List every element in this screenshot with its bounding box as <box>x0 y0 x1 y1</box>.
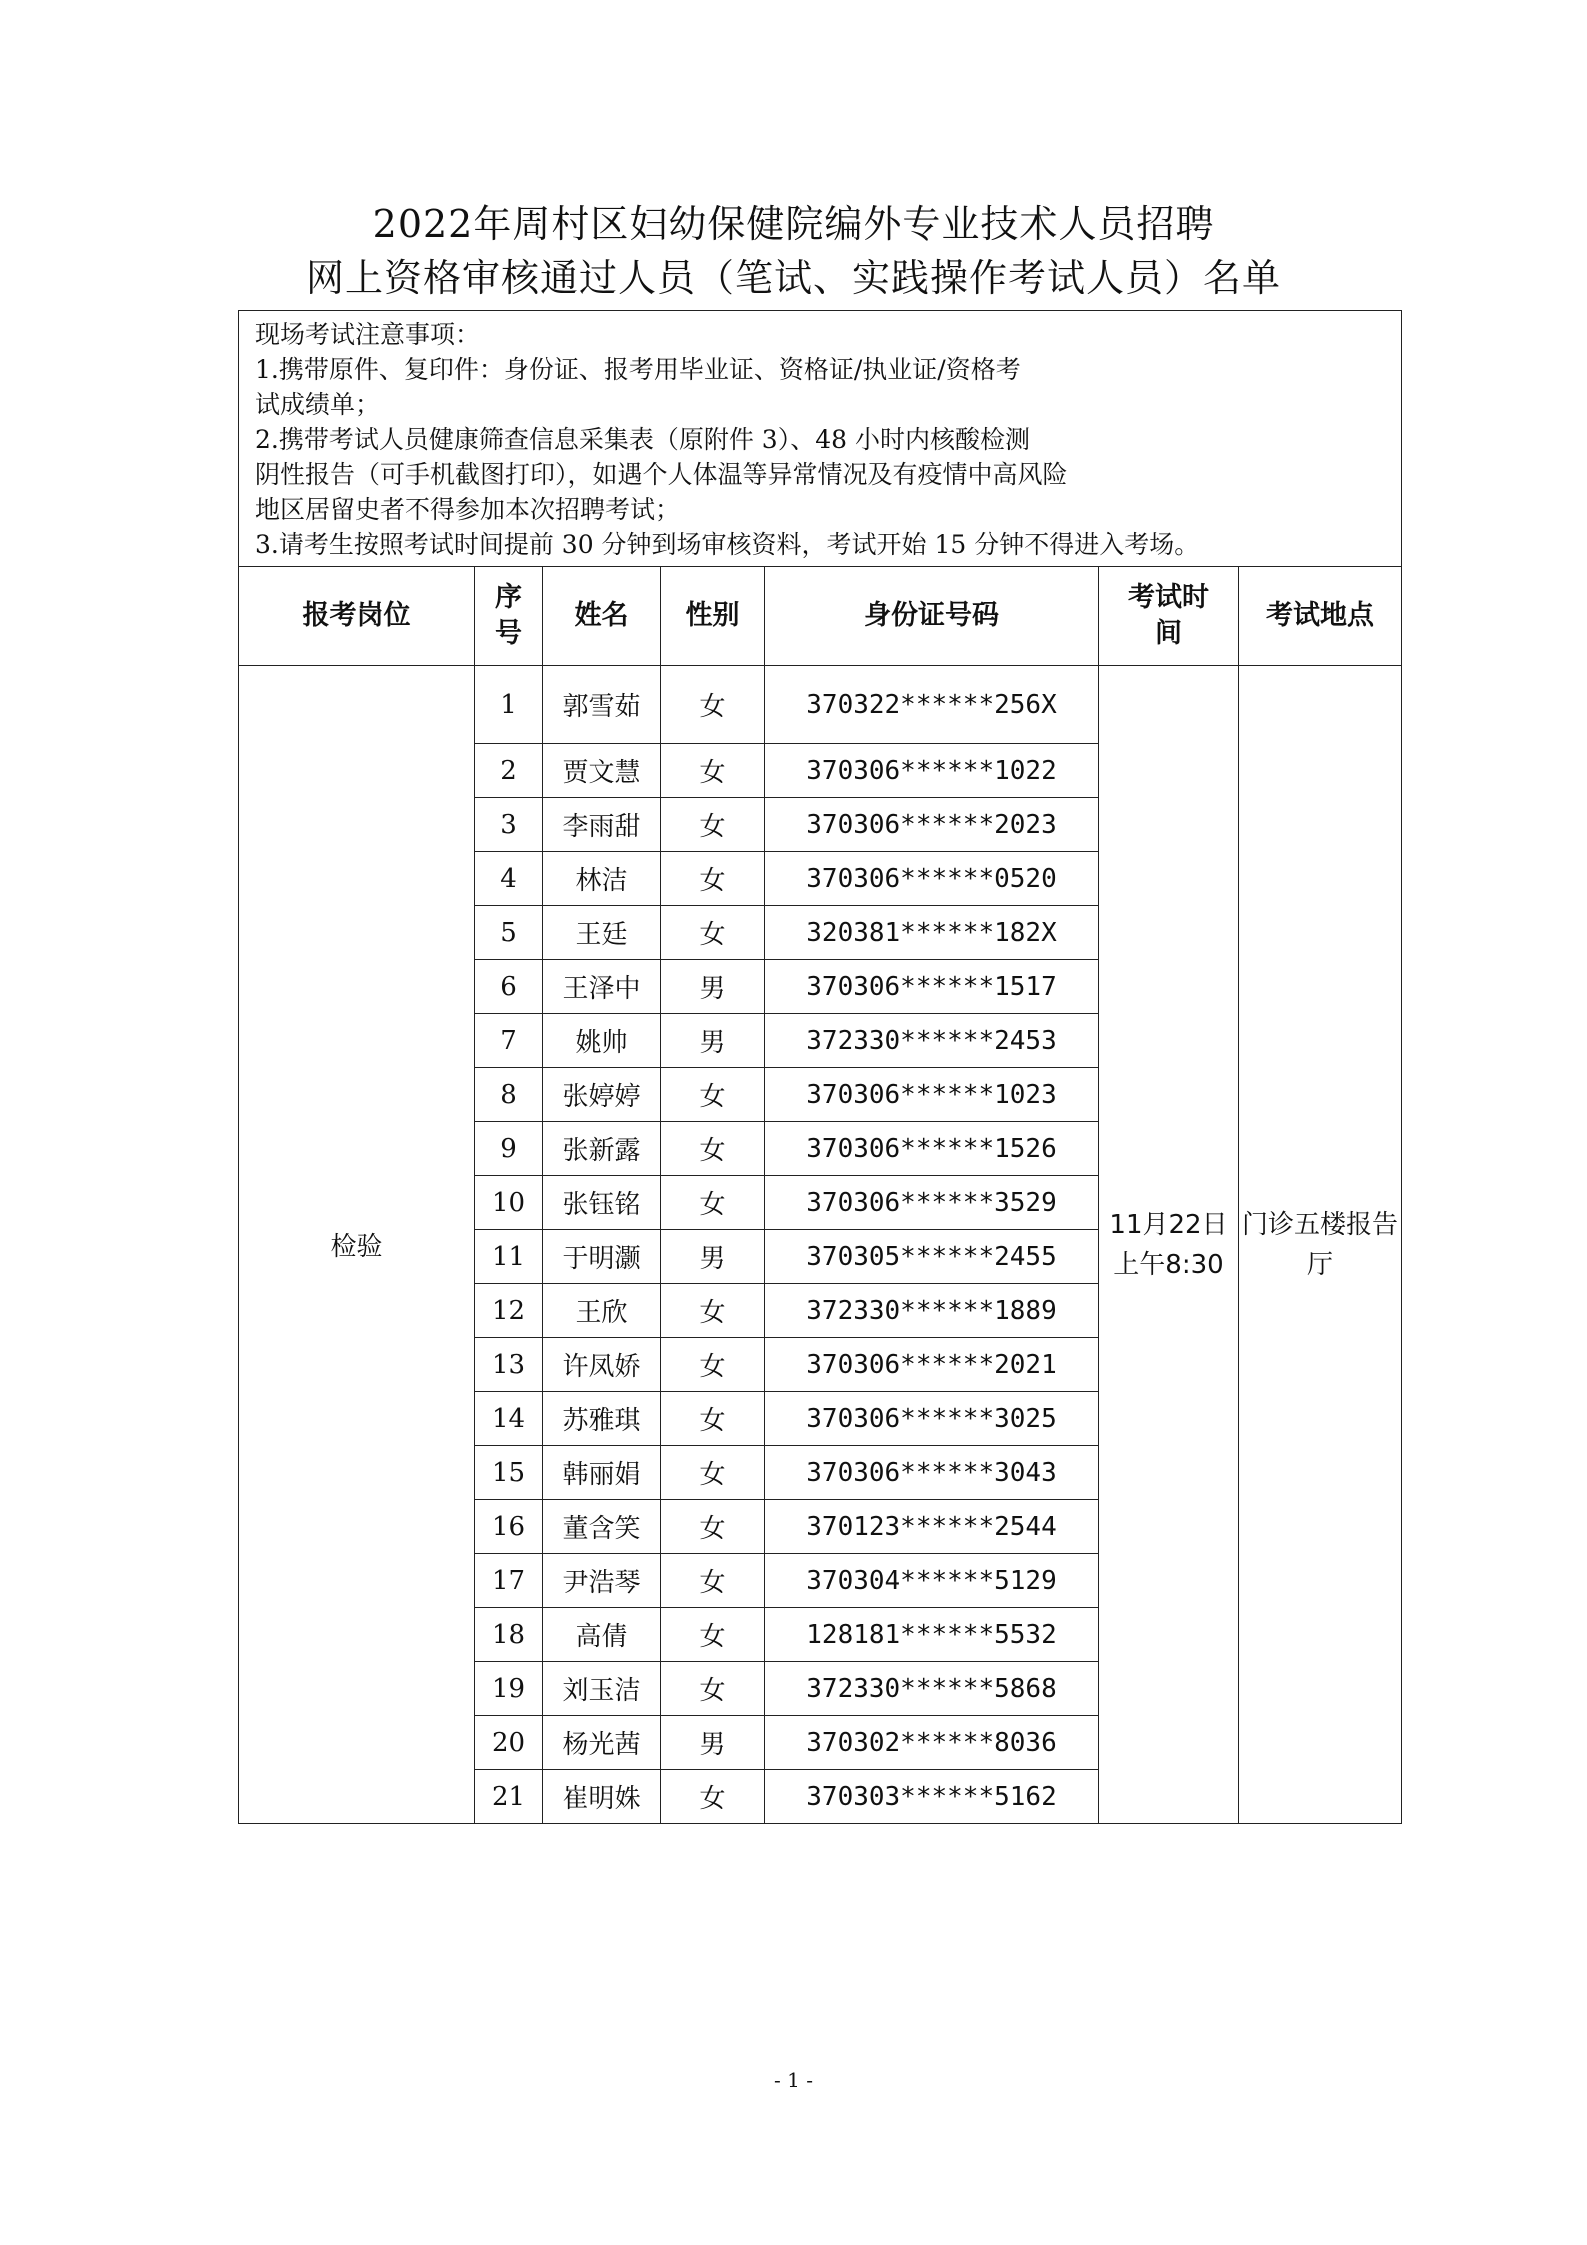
id-number-cell: 370302******8036 <box>765 1716 1099 1770</box>
name-cell: 林洁 <box>543 852 661 906</box>
id-number-cell: 370304******5129 <box>765 1554 1099 1608</box>
gender-cell: 女 <box>661 906 765 960</box>
id-number-cell: 370303******5162 <box>765 1770 1099 1824</box>
page-number: - 1 - <box>774 2068 813 2092</box>
seq-cell: 21 <box>475 1770 543 1824</box>
name-cell: 张钰铭 <box>543 1176 661 1230</box>
seq-cell: 6 <box>475 960 543 1014</box>
name-cell: 韩丽娟 <box>543 1446 661 1500</box>
name-cell: 张新露 <box>543 1122 661 1176</box>
gender-cell: 女 <box>661 1446 765 1500</box>
name-cell: 许凤娇 <box>543 1338 661 1392</box>
exam-place-cell: 门诊五楼报告厅 <box>1239 666 1402 1824</box>
id-number-cell: 370322******256X <box>765 666 1099 744</box>
id-number-cell: 372330******1889 <box>765 1284 1099 1338</box>
name-cell: 尹浩琴 <box>543 1554 661 1608</box>
id-number-cell: 370305******2455 <box>765 1230 1099 1284</box>
seq-cell: 13 <box>475 1338 543 1392</box>
note-line: 1.携带原件、复印件：身份证、报考用毕业证、资格证/执业证/资格考 <box>255 355 1021 384</box>
seq-cell: 5 <box>475 906 543 960</box>
gender-cell: 女 <box>661 1770 765 1824</box>
gender-cell: 女 <box>661 1608 765 1662</box>
gender-cell: 男 <box>661 1014 765 1068</box>
name-cell: 李雨甜 <box>543 798 661 852</box>
gender-cell: 女 <box>661 1554 765 1608</box>
header-post: 报考岗位 <box>239 567 475 666</box>
name-cell: 张婷婷 <box>543 1068 661 1122</box>
name-cell: 刘玉洁 <box>543 1662 661 1716</box>
seq-cell: 12 <box>475 1284 543 1338</box>
id-number-cell: 370306******1022 <box>765 744 1099 798</box>
header-gender: 性别 <box>661 567 765 666</box>
name-cell: 王欣 <box>543 1284 661 1338</box>
seq-cell: 16 <box>475 1500 543 1554</box>
id-number-cell: 370306******3529 <box>765 1176 1099 1230</box>
note-line: 阴性报告（可手机截图打印），如遇个人体温等异常情况及有疫情中高风险 <box>255 460 1068 489</box>
header-seq: 序号 <box>475 567 543 666</box>
gender-cell: 女 <box>661 744 765 798</box>
seq-cell: 15 <box>475 1446 543 1500</box>
header-id: 身份证号码 <box>765 567 1099 666</box>
name-cell: 贾文慧 <box>543 744 661 798</box>
seq-cell: 19 <box>475 1662 543 1716</box>
gender-cell: 男 <box>661 1716 765 1770</box>
name-cell: 高倩 <box>543 1608 661 1662</box>
gender-cell: 女 <box>661 1068 765 1122</box>
seq-cell: 14 <box>475 1392 543 1446</box>
seq-cell: 11 <box>475 1230 543 1284</box>
gender-cell: 女 <box>661 1176 765 1230</box>
table-header-row <box>239 567 1402 666</box>
seq-cell: 3 <box>475 798 543 852</box>
name-cell: 郭雪茹 <box>543 666 661 744</box>
table-row <box>239 666 1402 744</box>
name-cell: 董含笑 <box>543 1500 661 1554</box>
header-place: 考试地点 <box>1239 567 1402 666</box>
id-number-cell: 320381******182X <box>765 906 1099 960</box>
id-number-cell: 370306******1023 <box>765 1068 1099 1122</box>
gender-cell: 女 <box>661 1338 765 1392</box>
gender-cell: 女 <box>661 666 765 744</box>
seq-cell: 20 <box>475 1716 543 1770</box>
note-line: 3.请考生按照考试时间提前 30 分钟到场审核资料，考试开始 15 分钟不得进入考场。 <box>255 530 1200 559</box>
document-title-line2: 网上资格审核通过人员（笔试、实践操作考试人员）名单 <box>305 256 1281 300</box>
seq-cell: 8 <box>475 1068 543 1122</box>
name-cell: 苏雅琪 <box>543 1392 661 1446</box>
id-number-cell: 370306******1517 <box>765 960 1099 1014</box>
name-cell: 姚帅 <box>543 1014 661 1068</box>
document-title-line1: 2022年周村区妇幼保健院编外专业技术人员招聘 <box>372 202 1215 246</box>
gender-cell: 男 <box>661 1230 765 1284</box>
note-line: 地区居留史者不得参加本次招聘考试； <box>255 495 681 524</box>
note-line: 试成绩单； <box>255 390 381 419</box>
name-cell: 崔明姝 <box>543 1770 661 1824</box>
id-number-cell: 370306******2021 <box>765 1338 1099 1392</box>
name-cell: 于明灏 <box>543 1230 661 1284</box>
seq-cell: 2 <box>475 744 543 798</box>
gender-cell: 女 <box>661 1662 765 1716</box>
name-cell: 王廷 <box>543 906 661 960</box>
seq-cell: 7 <box>475 1014 543 1068</box>
seq-cell: 17 <box>475 1554 543 1608</box>
name-cell: 王泽中 <box>543 960 661 1014</box>
seq-cell: 9 <box>475 1122 543 1176</box>
gender-cell: 女 <box>661 1392 765 1446</box>
gender-cell: 女 <box>661 1122 765 1176</box>
note-line: 现场考试注意事项： <box>255 320 481 349</box>
gender-cell: 男 <box>661 960 765 1014</box>
note-line: 2.携带考试人员健康筛查信息采集表（原附件 3）、48 小时内核酸检测 <box>255 425 1030 454</box>
id-number-cell: 370306******2023 <box>765 798 1099 852</box>
gender-cell: 女 <box>661 852 765 906</box>
id-number-cell: 370306******3043 <box>765 1446 1099 1500</box>
gender-cell: 女 <box>661 1284 765 1338</box>
id-number-cell: 372330******2453 <box>765 1014 1099 1068</box>
header-name: 姓名 <box>543 567 661 666</box>
seq-cell: 10 <box>475 1176 543 1230</box>
id-number-cell: 370123******2544 <box>765 1500 1099 1554</box>
exam-notes <box>239 311 1402 567</box>
seq-cell: 18 <box>475 1608 543 1662</box>
id-number-cell: 370306******3025 <box>765 1392 1099 1446</box>
header-time: 考试时间 <box>1099 567 1239 666</box>
id-number-cell: 370306******0520 <box>765 852 1099 906</box>
post-cell: 检验 <box>239 666 475 1824</box>
gender-cell: 女 <box>661 798 765 852</box>
name-cell: 杨光茜 <box>543 1716 661 1770</box>
id-number-cell: 370306******1526 <box>765 1122 1099 1176</box>
id-number-cell: 372330******5868 <box>765 1662 1099 1716</box>
candidate-table <box>238 310 1402 1824</box>
exam-time-cell: 11月22日上午8:30 <box>1099 666 1239 1824</box>
seq-cell: 1 <box>475 666 543 744</box>
seq-cell: 4 <box>475 852 543 906</box>
gender-cell: 女 <box>661 1500 765 1554</box>
id-number-cell: 128181******5532 <box>765 1608 1099 1662</box>
